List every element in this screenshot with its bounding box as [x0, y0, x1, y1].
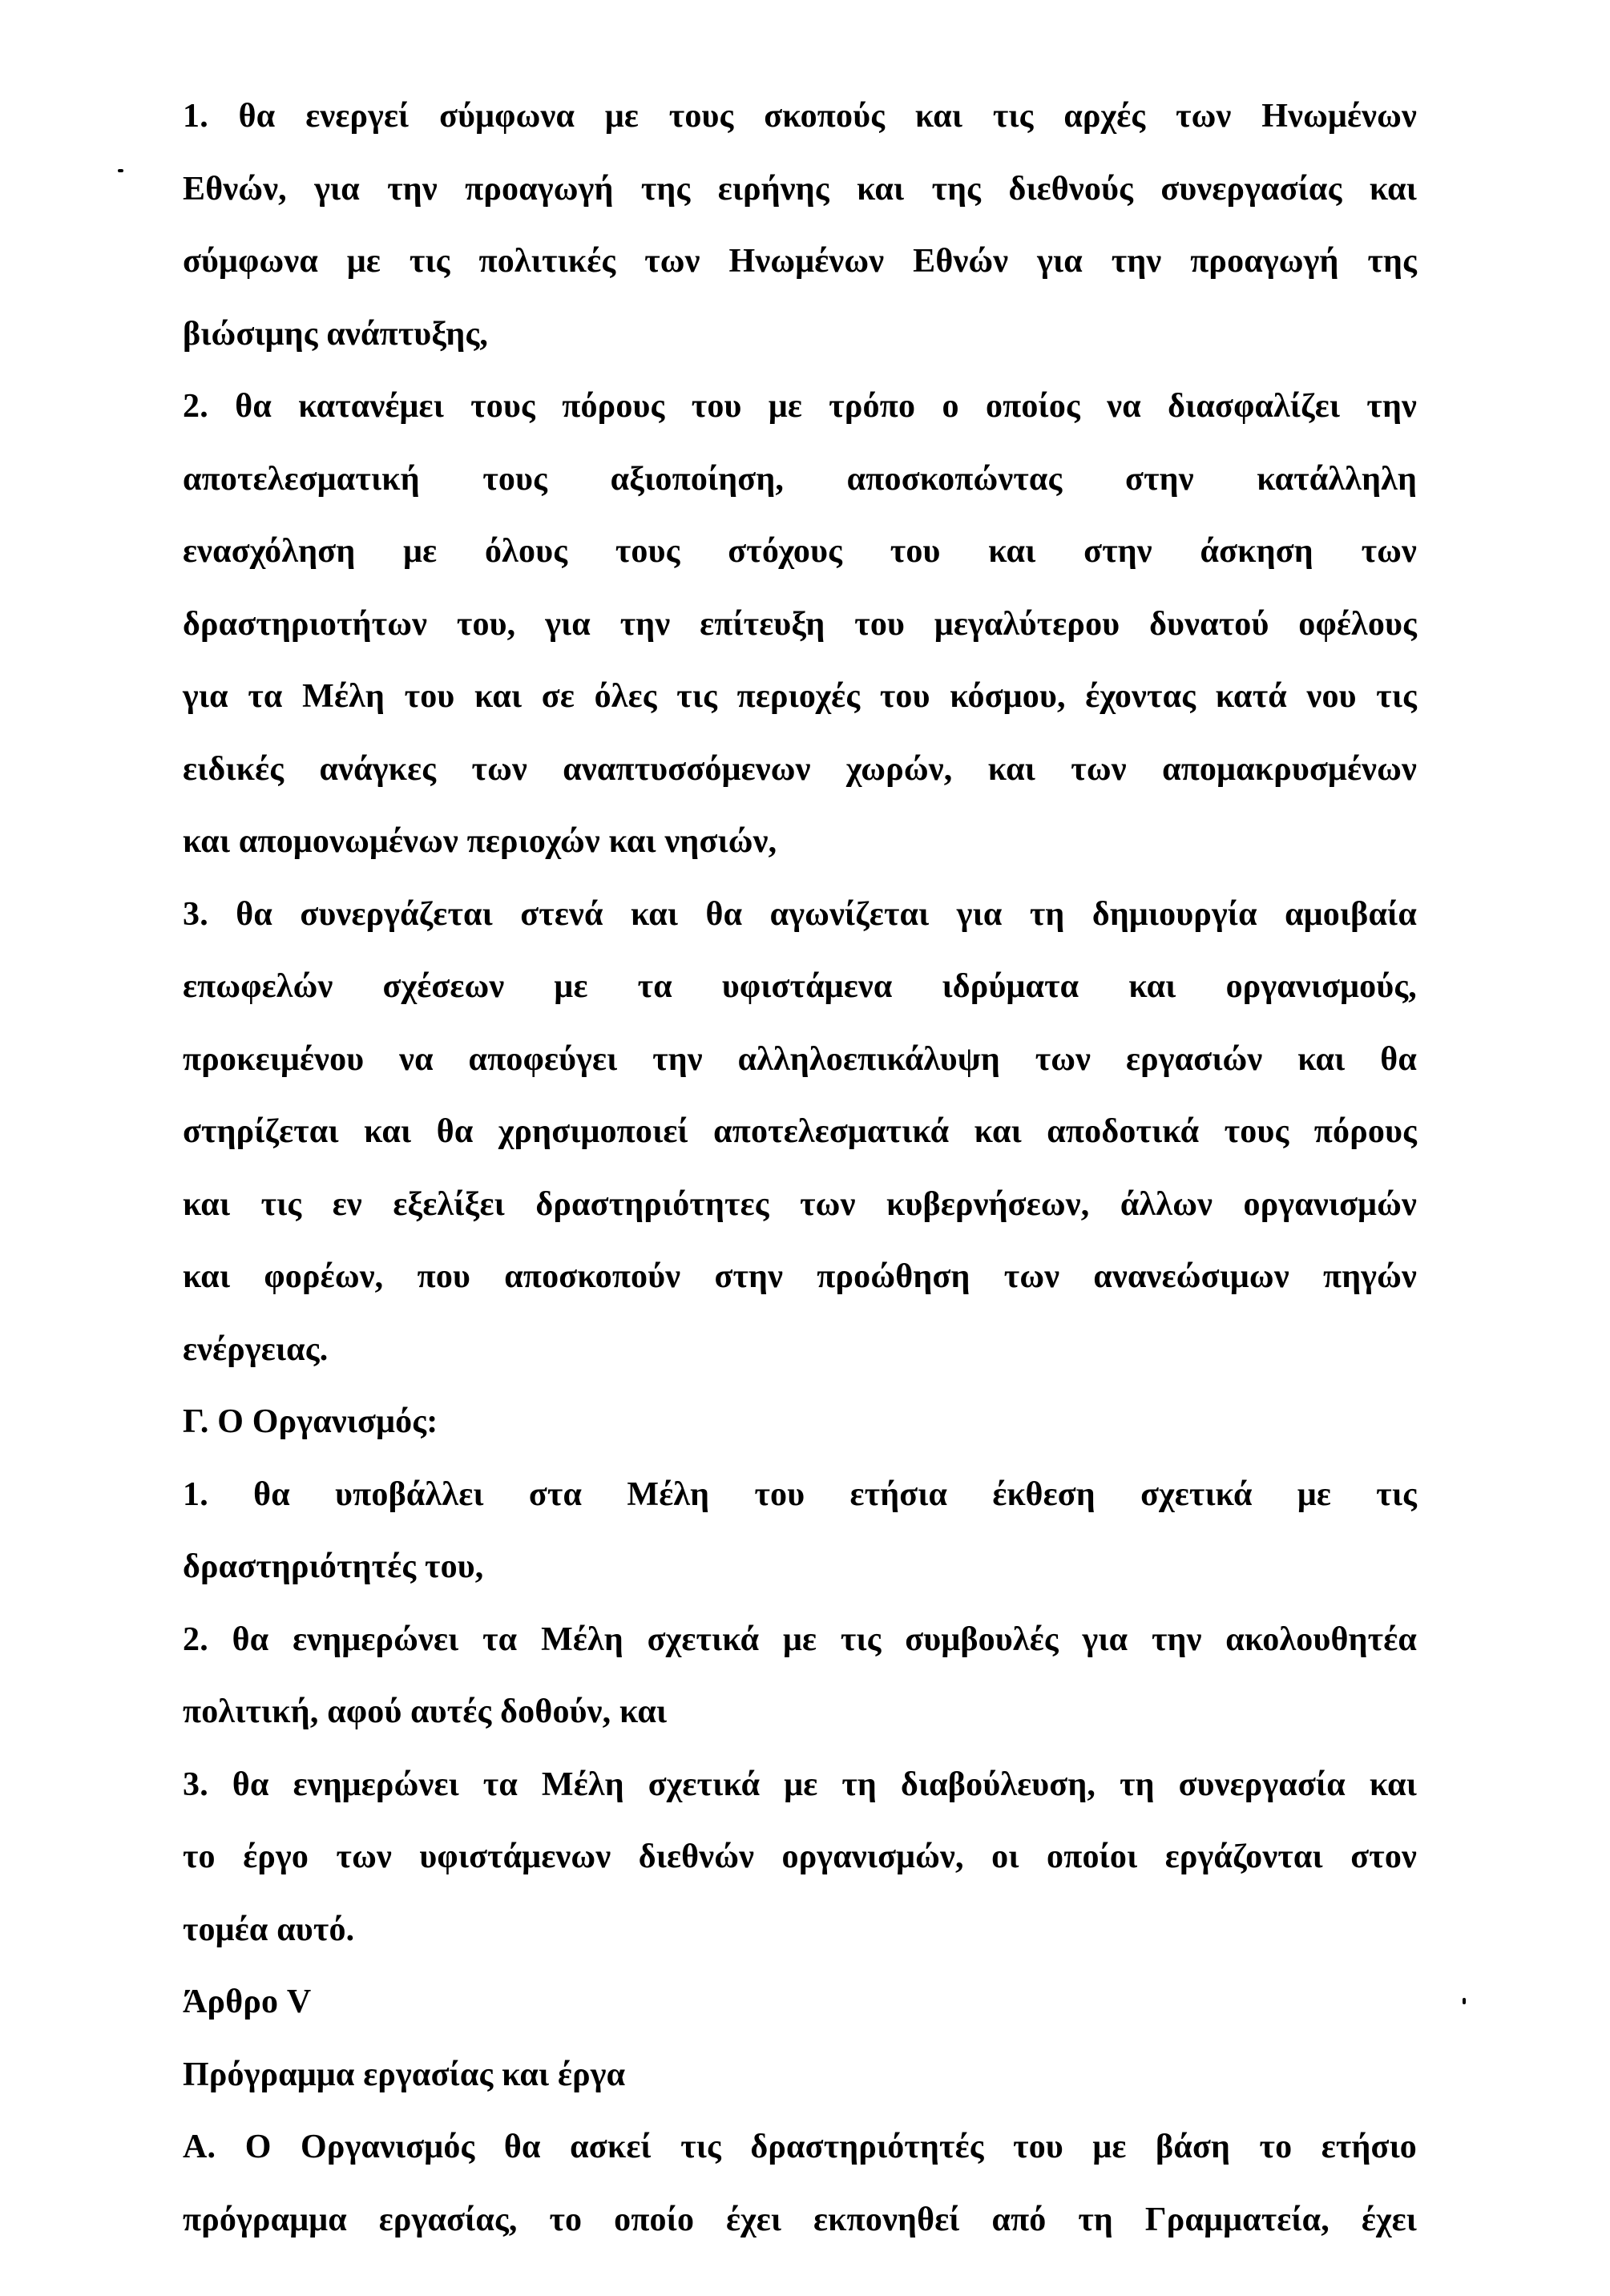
- text-line: Εθνών, για την προαγωγή της ειρήνης και της διεθνούς συνεργασίας και: [183, 170, 1417, 208]
- text-line: Α. Ο Οργανισμός θα ασκεί τις δραστηριότητές του με βάση το ετήσιο: [183, 2129, 1417, 2165]
- text-line: και τις εν εξελίξει δραστηριότητες των κυβερνήσεων, άλλων οργανισμών: [183, 1185, 1417, 1223]
- text-line: Πρόγραμμα εργασίας και έργα: [183, 2056, 626, 2093]
- text-line: πολιτική, αφού αυτές δοθούν, και: [183, 1693, 668, 1730]
- text-line: ενέργειας.: [183, 1330, 329, 1368]
- text-line: το έργο των υφιστάμενων διεθνών οργανισμών, οι οποίοι εργάζονται στον: [183, 1838, 1417, 1875]
- text-line: ειδικές ανάγκες των αναπτυσσόμενων χωρών, και των απομακρυσμένων: [183, 750, 1417, 788]
- scan-speck: [1463, 1998, 1466, 2004]
- text-line: σύμφωνα με τις πολιτικές των Ηνωμένων Εθνών για την προαγωγή της: [183, 243, 1417, 280]
- text-line: 1. θα ενεργεί σύμφωνα με τους σκοπούς και τις αρχές των Ηνωμένων: [183, 98, 1417, 135]
- page-text: [183, 80, 1417, 2256]
- text-line: επωφελών σχέσεων με τα υφιστάμενα ιδρύματα και οργανισμούς,: [183, 968, 1417, 1005]
- text-line: ενασχόληση με όλους τους στόχους του και στην άσκηση των: [183, 533, 1417, 570]
- text-line: στηρίζεται και θα χρησιμοποιεί αποτελεσματικά και αποδοτικά τους πόρους: [183, 1113, 1417, 1150]
- text-line: 3. θα ενημερώνει τα Μέλη σχετικά με τη διαβούλευση, τη συνεργασία και: [183, 1765, 1417, 1803]
- text-line: τομέα αυτό.: [183, 1911, 355, 1948]
- text-line: 2. θα ενημερώνει τα Μέλη σχετικά με τις συμβουλές για την ακολουθητέα: [183, 1620, 1417, 1658]
- text-line: Γ. Ο Οργανισμός:: [183, 1403, 438, 1440]
- scan-speck: [118, 169, 123, 172]
- text-line: και απομονωμένων περιοχών και νησιών,: [183, 823, 777, 860]
- text-line: 2. θα κατανέμει τους πόρους του με τρόπο ο οποίος να διασφαλίζει την: [183, 388, 1417, 425]
- text-line: δραστηριοτήτων του, για την επίτευξη του μεγαλύτερου δυνατού οφέλους: [183, 605, 1417, 643]
- text-line: 3. θα συνεργάζεται στενά και θα αγωνίζεται για τη δημιουργία αμοιβαία: [183, 895, 1417, 933]
- text-line: βιώσιμης ανάπτυξης,: [183, 315, 489, 353]
- text-line: δραστηριότητές του,: [183, 1548, 484, 1585]
- text-line: προκειμένου να αποφεύγει την αλληλοεπικάλυψη των εργασιών και θα: [183, 1040, 1417, 1078]
- text-line: 1. θα υποβάλλει στα Μέλη του ετήσια έκθεση σχετικά με τις: [183, 1475, 1417, 1513]
- text-line: για τα Μέλη του και σε όλες τις περιοχές του κόσμου, έχοντας κατά νου τις: [183, 678, 1417, 715]
- text-line: αποτελεσματική τους αξιοποίηση, αποσκοπώντας στην κατάλληλη: [183, 460, 1417, 498]
- text-line: Άρθρο V: [183, 1983, 312, 2020]
- text-line: και φορέων, που αποσκοπούν στην προώθηση των ανανεώσιμων πηγών: [183, 1258, 1417, 1295]
- text-line: πρόγραμμα εργασίας, το οποίο έχει εκπονηθεί από τη Γραμματεία, έχει: [183, 2201, 1417, 2238]
